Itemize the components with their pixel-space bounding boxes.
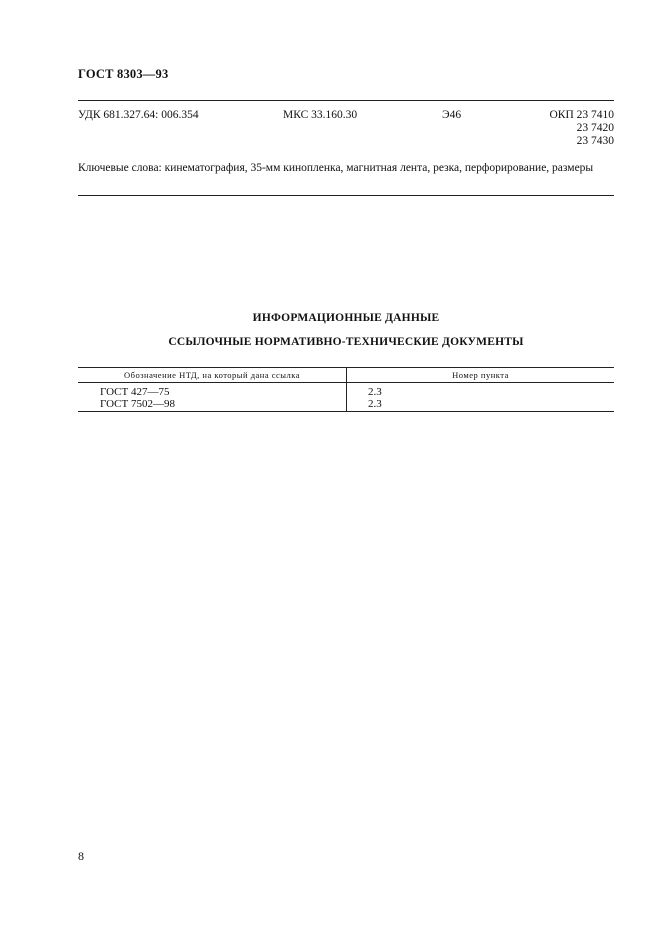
- document-ref: ГОСТ 427—75: [100, 386, 170, 398]
- okp-codes: [549, 109, 614, 148]
- group-code: Э46: [442, 109, 462, 121]
- references-table: [78, 367, 614, 412]
- page-number: 8: [78, 849, 84, 863]
- clause-number: 2.3: [368, 398, 382, 410]
- keywords-divider: [78, 195, 614, 196]
- document-ref: ГОСТ 7502—98: [100, 398, 175, 410]
- document-code: ГОСТ 8303—93: [78, 67, 169, 81]
- keywords-text: Ключевые слова: кинематография, 35-мм кинопленка, магнитная лента, резка, перфорирование, размеры: [78, 162, 594, 174]
- classification-row: [78, 109, 614, 149]
- okp-code-line: ОКП 23 7410: [549, 109, 614, 121]
- top-divider: [78, 100, 614, 101]
- udk-code: УДК 681.327.64: 006.354: [78, 109, 199, 121]
- section-subtitle: ССЫЛОЧНЫЕ НОРМАТИВНО-ТЕХНИЧЕСКИЕ ДОКУМЕНТЫ: [168, 336, 524, 348]
- section-title: ИНФОРМАЦИОННЫЕ ДАННЫЕ: [252, 312, 440, 324]
- okp-code-line: 23 7430: [576, 135, 614, 147]
- table-header-row: [78, 368, 614, 383]
- document-cell: [78, 383, 347, 412]
- clause-cell: [347, 383, 615, 412]
- mks-code: МКС 33.160.30: [283, 109, 358, 121]
- table-row: [78, 383, 614, 412]
- clause-number: 2.3: [368, 386, 382, 398]
- column-header-document: Обозначение НТД, на который дана ссылка: [78, 368, 347, 383]
- column-header-clause: Номер пункта: [347, 368, 615, 383]
- okp-code-line: 23 7420: [576, 122, 614, 134]
